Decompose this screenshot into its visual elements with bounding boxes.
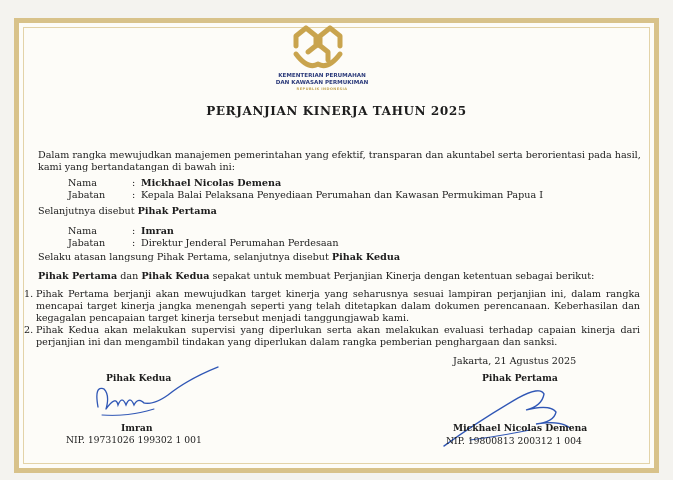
clause-list xyxy=(24,289,640,349)
sign-left-nip: NIP. 19731026 199302 1 001 xyxy=(66,435,202,446)
party1-referred xyxy=(38,206,217,218)
sign-left-role: Pihak Kedua xyxy=(106,373,172,384)
party1-position-label: Jabatan xyxy=(68,190,106,201)
clause-number: 2. xyxy=(24,325,34,336)
agreement-and: dan xyxy=(117,271,142,282)
ministry-line-2: DAN KAWASAN PERMUKIMAN xyxy=(275,80,369,86)
clause-item xyxy=(24,289,640,325)
ministry-logo-icon xyxy=(290,20,346,72)
party1-name-label: Nama xyxy=(68,178,97,189)
party1-name-colon: : xyxy=(132,178,136,189)
party1-name-value: Mickhael Nicolas Demena xyxy=(141,178,282,189)
document-title: PERJANJIAN KINERJA TAHUN 2025 xyxy=(206,104,467,118)
party2-position-label: Jabatan xyxy=(68,238,106,249)
agreement-party-b: Pihak Kedua xyxy=(141,271,210,282)
intro-line-2: kami yang bertandatangan di bawah ini: xyxy=(38,162,235,173)
party1-position-colon: : xyxy=(132,190,136,201)
party1-referred-as: Pihak Pertama xyxy=(137,206,217,217)
sign-right-name: Mickhael Nicolas Demena xyxy=(453,423,588,434)
party2-name-label: Nama xyxy=(68,226,97,237)
party2-name-value: Imran xyxy=(141,226,174,237)
clause-text: Pihak Pertama berjanji akan mewujudkan target kinerja yang seharusnya sesuai lampiran perjanjian ini, dalam rangka mencapai target kinerja jangka menengah seperti yang telah ditetapkan dalam dokumen perencanaan. Keberhasilan dan kegagalan pencapaian target kinerja tersebut menjadi tanggungjawab kami. xyxy=(36,289,640,324)
party2-position-colon: : xyxy=(132,238,136,249)
party1-position-value: Kepala Balai Pelaksana Penyediaan Perumahan dan Kawasan Permukiman Papua I xyxy=(141,190,544,201)
party2-position-value: Direktur Jenderal Perumahan Perdesaan xyxy=(141,238,339,249)
agreement-party-a: Pihak Pertama xyxy=(38,271,118,282)
ministry-line-1: KEMENTERIAN PERUMAHAN xyxy=(278,73,366,79)
agreement-statement xyxy=(38,271,594,283)
party2-name-colon: : xyxy=(132,226,136,237)
place-date: Jakarta, 21 Agustus 2025 xyxy=(453,356,577,367)
clause-text: Pihak Kedua akan melakukan supervisi yang diperlukan serta akan melakukan evaluasi terhadap capaian kinerja dari perjanjian ini dan mengambil tindakan yang diperlukan dalam rangka pemberian penghargaan dan sanksi. xyxy=(36,325,640,348)
agreement-rest: sepakat untuk membuat Perjanjian Kinerja dengan ketentuan sebagai berikut: xyxy=(209,271,595,282)
clause-item xyxy=(24,325,640,349)
sign-right-nip: NIP. 19800813 200312 1 004 xyxy=(446,436,582,447)
party2-referred-prefix: Selaku atasan langsung Pihak Pertama, selanjutnya disebut xyxy=(38,252,332,263)
sign-right-role: Pihak Pertama xyxy=(482,373,558,384)
intro-line-1: Dalam rangka mewujudkan manajemen pemerintahan yang efektif, transparan dan akuntabel serta berorientasi pada hasil, xyxy=(38,150,641,161)
signature-left-icon xyxy=(88,365,228,425)
sign-left-name: Imran xyxy=(121,423,153,434)
party2-referred xyxy=(38,252,400,264)
clause-number: 1. xyxy=(24,289,34,300)
party1-referred-prefix: Selanjutnya disebut xyxy=(38,206,138,217)
ministry-name xyxy=(262,73,382,92)
ministry-line-3: REPUBLIK INDONESIA xyxy=(296,87,348,91)
party2-referred-as: Pihak Kedua xyxy=(331,252,401,263)
